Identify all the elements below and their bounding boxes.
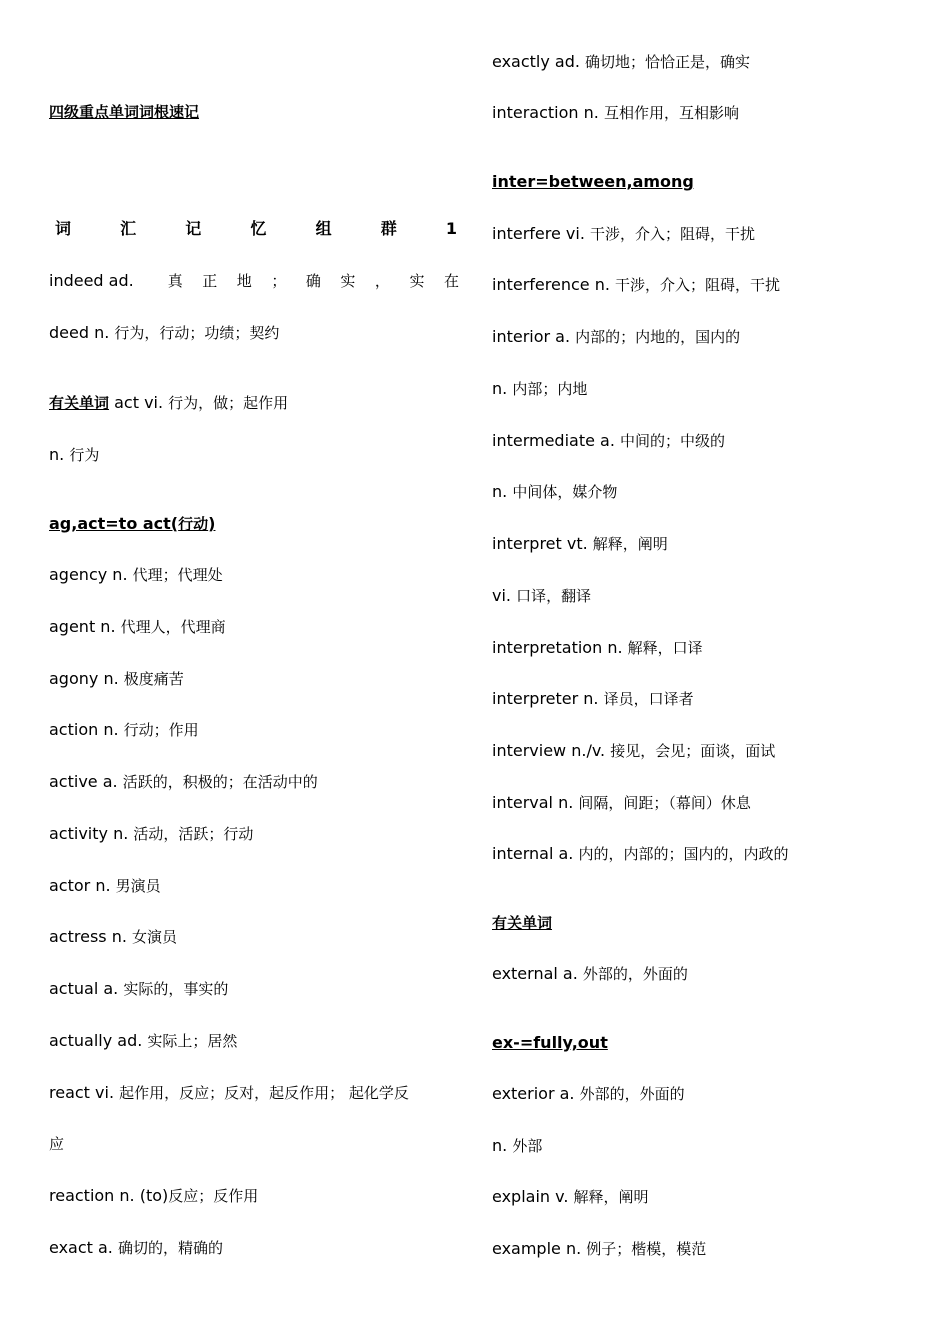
related-words-label: 有关单词 bbox=[492, 914, 553, 932]
entry-gloss: 外部 bbox=[512, 1137, 543, 1155]
entry-gloss: 行为，行动；功绩；契约 bbox=[114, 324, 280, 342]
list-item bbox=[492, 103, 912, 123]
entry-word: reaction n. (to) bbox=[49, 1186, 169, 1205]
entry-word: explain v. bbox=[492, 1187, 569, 1206]
entry-word: agent n. bbox=[49, 617, 116, 636]
entry-act-noun bbox=[49, 445, 459, 465]
entry-gloss: 解释，阐明 bbox=[592, 535, 668, 553]
list-item bbox=[492, 793, 912, 813]
entry-gloss: 女演员 bbox=[132, 928, 178, 946]
entry-word: interview n./v. bbox=[492, 741, 606, 760]
entry-gloss: 反应；反作用 bbox=[168, 1187, 259, 1205]
list-item bbox=[49, 617, 459, 637]
list-item bbox=[492, 379, 912, 399]
list-item bbox=[49, 565, 459, 585]
entry-word: interaction n. bbox=[492, 103, 599, 122]
group-heading-char: 记 bbox=[185, 219, 202, 238]
entry-gloss: 间隔，间距；（幕间）休息 bbox=[578, 794, 751, 812]
entry-word: interference n. bbox=[492, 275, 610, 294]
list-item bbox=[49, 927, 459, 947]
list-item bbox=[49, 1134, 459, 1154]
entry-word: n. bbox=[492, 482, 508, 501]
entry-gloss: 行为 bbox=[69, 446, 100, 464]
entry-gloss: 解释，阐明 bbox=[573, 1188, 649, 1206]
entry-gloss: 代理；代理处 bbox=[132, 566, 223, 584]
entry-gloss: 中间的；中级的 bbox=[620, 432, 726, 450]
list-item bbox=[492, 224, 912, 244]
related-words-label: 有关单词 bbox=[49, 394, 110, 412]
list-item bbox=[492, 689, 912, 709]
entry-gloss: 应 bbox=[49, 1135, 65, 1153]
entry-gloss: 起作用，反应；反对，起反作用； 起化学反 bbox=[119, 1084, 409, 1102]
list-item bbox=[492, 275, 912, 295]
list-item bbox=[49, 876, 459, 896]
entry-word: deed n. bbox=[49, 323, 110, 342]
entry-gloss: 行动；作用 bbox=[123, 721, 199, 739]
entry-gloss: 实际的，事实的 bbox=[123, 980, 229, 998]
entry-gloss: 外部的，外面的 bbox=[582, 965, 688, 983]
list-item bbox=[492, 52, 912, 72]
entry-word: agency n. bbox=[49, 565, 128, 584]
entry-gloss: 内部的；内地的，国内的 bbox=[575, 328, 741, 346]
entry-word: actress n. bbox=[49, 927, 127, 946]
entry-gloss: 干涉，介入；阻碍，干扰 bbox=[615, 276, 781, 294]
entry-word: example n. bbox=[492, 1239, 582, 1258]
entry-word: activity n. bbox=[49, 824, 129, 843]
list-item bbox=[49, 1031, 459, 1051]
list-item bbox=[49, 979, 459, 999]
entry-word: interval n. bbox=[492, 793, 574, 812]
entry-gloss: 确切的，精确的 bbox=[117, 1239, 223, 1257]
entry-act bbox=[49, 393, 459, 413]
list-item bbox=[492, 1187, 912, 1207]
entry-word: n. bbox=[49, 445, 65, 464]
list-item bbox=[492, 1136, 912, 1156]
list-item bbox=[492, 482, 912, 502]
entry-gloss: 确切地；恰恰正是，确实 bbox=[585, 53, 751, 71]
entry-gloss: 互相作用，互相影响 bbox=[603, 104, 739, 122]
entry-gloss: 口译，翻译 bbox=[516, 587, 592, 605]
list-item bbox=[492, 638, 912, 658]
entry-gloss: 行为，做；起作用 bbox=[168, 394, 289, 412]
list-item bbox=[492, 1084, 912, 1104]
list-item bbox=[49, 824, 459, 844]
entry-word: agony n. bbox=[49, 669, 119, 688]
entry-word: interpreter n. bbox=[492, 689, 599, 708]
entry-word: n. bbox=[492, 1136, 508, 1155]
group-heading-char: 词 bbox=[55, 219, 72, 238]
entry-gloss: 干涉，介入；阻碍，干扰 bbox=[590, 225, 756, 243]
entry-word: internal a. bbox=[492, 844, 574, 863]
entry-word: exactly ad. bbox=[492, 52, 580, 71]
entry-word: intermediate a. bbox=[492, 431, 615, 450]
entry-word: react vi. bbox=[49, 1083, 115, 1102]
group-heading bbox=[49, 219, 459, 239]
entry-word: active a. bbox=[49, 772, 118, 791]
list-item bbox=[49, 720, 459, 740]
root-heading-ex: ex-=fully,out bbox=[492, 1033, 608, 1052]
entry-gloss: 活跃的，积极的；在活动中的 bbox=[122, 773, 318, 791]
entry-gloss: 外部的，外面的 bbox=[579, 1085, 685, 1103]
list-item bbox=[49, 1238, 459, 1258]
entry-gloss: 例子；楷模，模范 bbox=[586, 1240, 707, 1258]
group-heading-char: 汇 bbox=[120, 219, 137, 238]
entry-word: actually ad. bbox=[49, 1031, 143, 1050]
document-title: 四级重点单词词根速记 bbox=[49, 103, 200, 121]
entry-gloss: 解释，口译 bbox=[627, 639, 703, 657]
entry-word: actor n. bbox=[49, 876, 111, 895]
list-item bbox=[492, 1239, 912, 1259]
group-heading-char: 组 bbox=[315, 219, 332, 238]
entry-word: action n. bbox=[49, 720, 119, 739]
list-item bbox=[492, 534, 912, 554]
entry-word: act vi. bbox=[109, 393, 164, 412]
list-item bbox=[492, 327, 912, 347]
entry-gloss: 译员，口译者 bbox=[603, 690, 694, 708]
entry-word: n. bbox=[492, 379, 508, 398]
list-item bbox=[49, 772, 459, 792]
entry-gloss: 内部；内地 bbox=[512, 380, 588, 398]
entry-gloss: 活动，活跃；行动 bbox=[133, 825, 254, 843]
list-item bbox=[492, 741, 912, 761]
list-item bbox=[492, 431, 912, 451]
entry-word: vi. bbox=[492, 586, 511, 605]
group-heading-char: 忆 bbox=[250, 219, 267, 238]
entry-word: interpretation n. bbox=[492, 638, 623, 657]
root-heading-inter: inter=between,among bbox=[492, 172, 694, 191]
entry-word: interior a. bbox=[492, 327, 571, 346]
entry-gloss: 中间体，媒介物 bbox=[512, 483, 618, 501]
list-item bbox=[492, 586, 912, 606]
entry-word: exact a. bbox=[49, 1238, 113, 1257]
entry-gloss: 内的，内部的；国内的，内政的 bbox=[578, 845, 789, 863]
entry-word: external a. bbox=[492, 964, 578, 983]
entry-gloss: 代理人，代理商 bbox=[120, 618, 226, 636]
group-heading-char: 群 bbox=[380, 219, 397, 238]
root-heading-ag: ag,act=to act(行动) bbox=[49, 514, 216, 533]
entry-external bbox=[492, 964, 912, 984]
entry-word: actual a. bbox=[49, 979, 119, 998]
list-item bbox=[49, 669, 459, 689]
list-item bbox=[492, 844, 912, 864]
entry-gloss: 实际上；居然 bbox=[147, 1032, 238, 1050]
entry-word: exterior a. bbox=[492, 1084, 575, 1103]
entry-gloss: 真 正 地 ； 确 实 ， 实 在 bbox=[167, 272, 459, 290]
list-item bbox=[49, 1186, 459, 1206]
list-item bbox=[49, 1083, 459, 1103]
entry-word: indeed ad. bbox=[49, 271, 134, 290]
entry-indeed bbox=[49, 271, 459, 291]
entry-gloss: 男演员 bbox=[115, 877, 161, 895]
entry-word: interfere vi. bbox=[492, 224, 585, 243]
group-heading-number: 1 bbox=[445, 219, 457, 238]
entry-gloss: 接见，会见；面谈，面试 bbox=[610, 742, 776, 760]
entry-deed bbox=[49, 323, 459, 343]
entry-word: interpret vt. bbox=[492, 534, 588, 553]
entry-gloss: 极度痛苦 bbox=[123, 670, 184, 688]
